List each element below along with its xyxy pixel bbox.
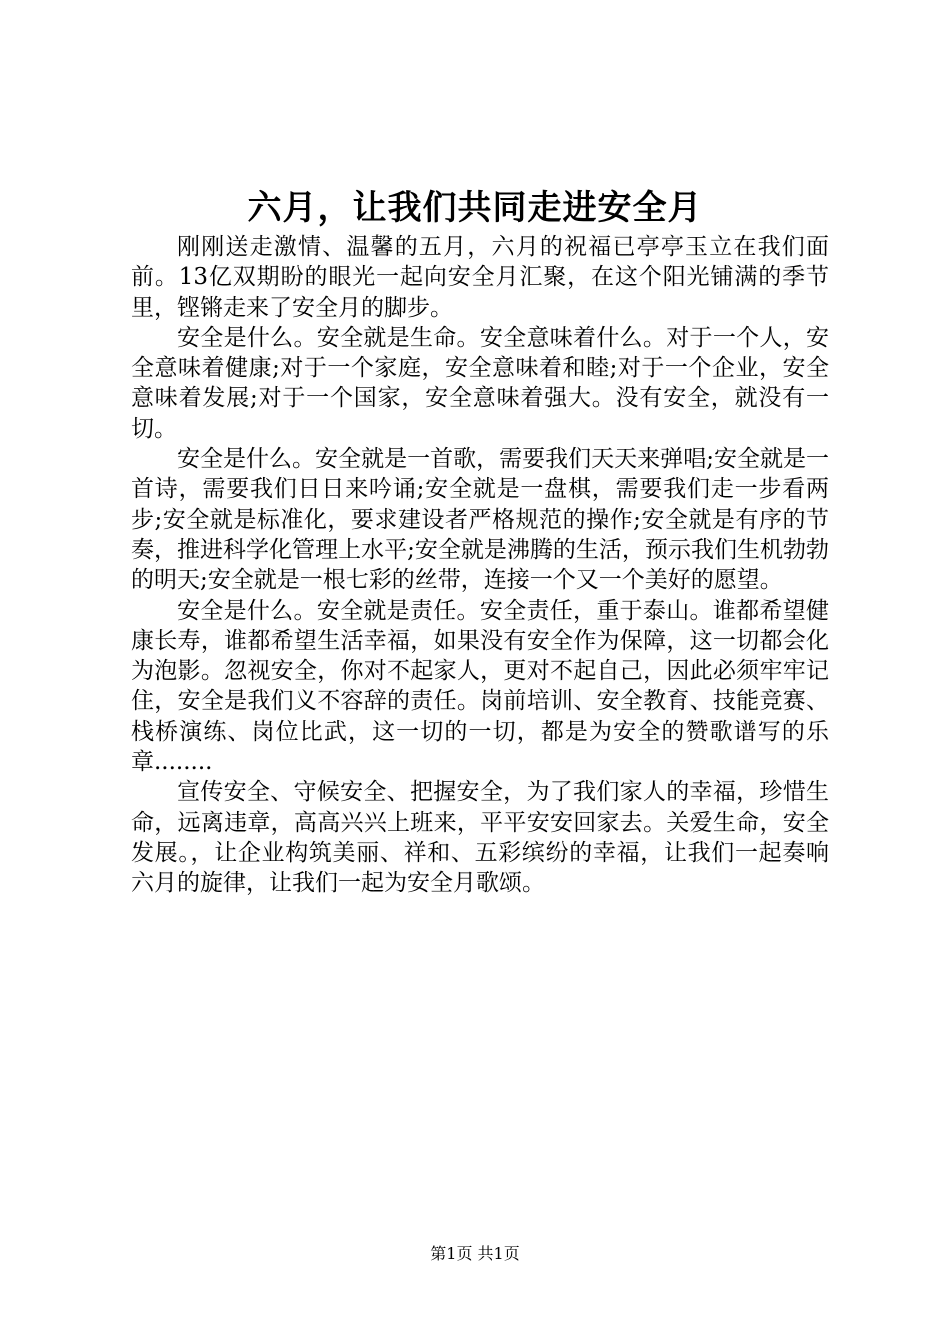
paragraph-1: 刚刚送走激情、温馨的五月，六月的祝福已亭亭玉立在我们面前。13亿双期盼的眼光一起向安全月汇聚，在这个阳光铺满的季节里，铿锵走来了安全月的脚步。 [131,234,829,321]
paragraph-5: 宣传安全、守候安全、把握安全，为了我们家人的幸福，珍惜生命，远离违章，高高兴兴上班来，平平安安回家去。关爱生命，安全发展。，让企业构筑美丽、祥和、五彩缤纷的幸福，让我们一起奏响六月的旋律，让我们一起为安全月歌颂。 [131,779,829,897]
paragraph-2: 安全是什么。安全就是生命。安全意味着什么。对于一个人，安全意味着健康;对于一个家庭，安全意味着和睦;对于一个企业，安全意味着发展;对于一个国家，安全意味着强大。没有安全，就没有一切。 [131,324,829,442]
page-footer: 第1页 共1页 [430,1244,520,1263]
paragraph-3: 安全是什么。安全就是一首歌，需要我们天天来弹唱;安全就是一首诗，需要我们日日来吟诵;安全就是一盘棋，需要我们走一步看两步;安全就是标准化，要求建设者严格规范的操作;安全就是有序的节奏，推进科学化管理上水平;安全就是沸腾的生活，预示我们生机勃勃的明天;安全就是一根七彩的丝带，连接一个又一个美好的愿望。 [131,446,829,594]
document-title: 六月，让我们共同走进安全月 [247,188,703,228]
document-body [131,232,829,899]
paragraph-4: 安全是什么。安全就是责任。安全责任，重于泰山。谁都希望健康长寿，谁都希望生活幸福，如果没有安全作为保障，这一切都会化为泡影。忽视安全，你对不起家人，更对不起自己，因此必须牢牢记住，安全是我们义不容辞的责任。岗前培训、安全教育、技能竞赛、栈桥演练、岗位比武，这一切的一切，都是为安全的赞歌谱写的乐章........ [131,597,829,776]
